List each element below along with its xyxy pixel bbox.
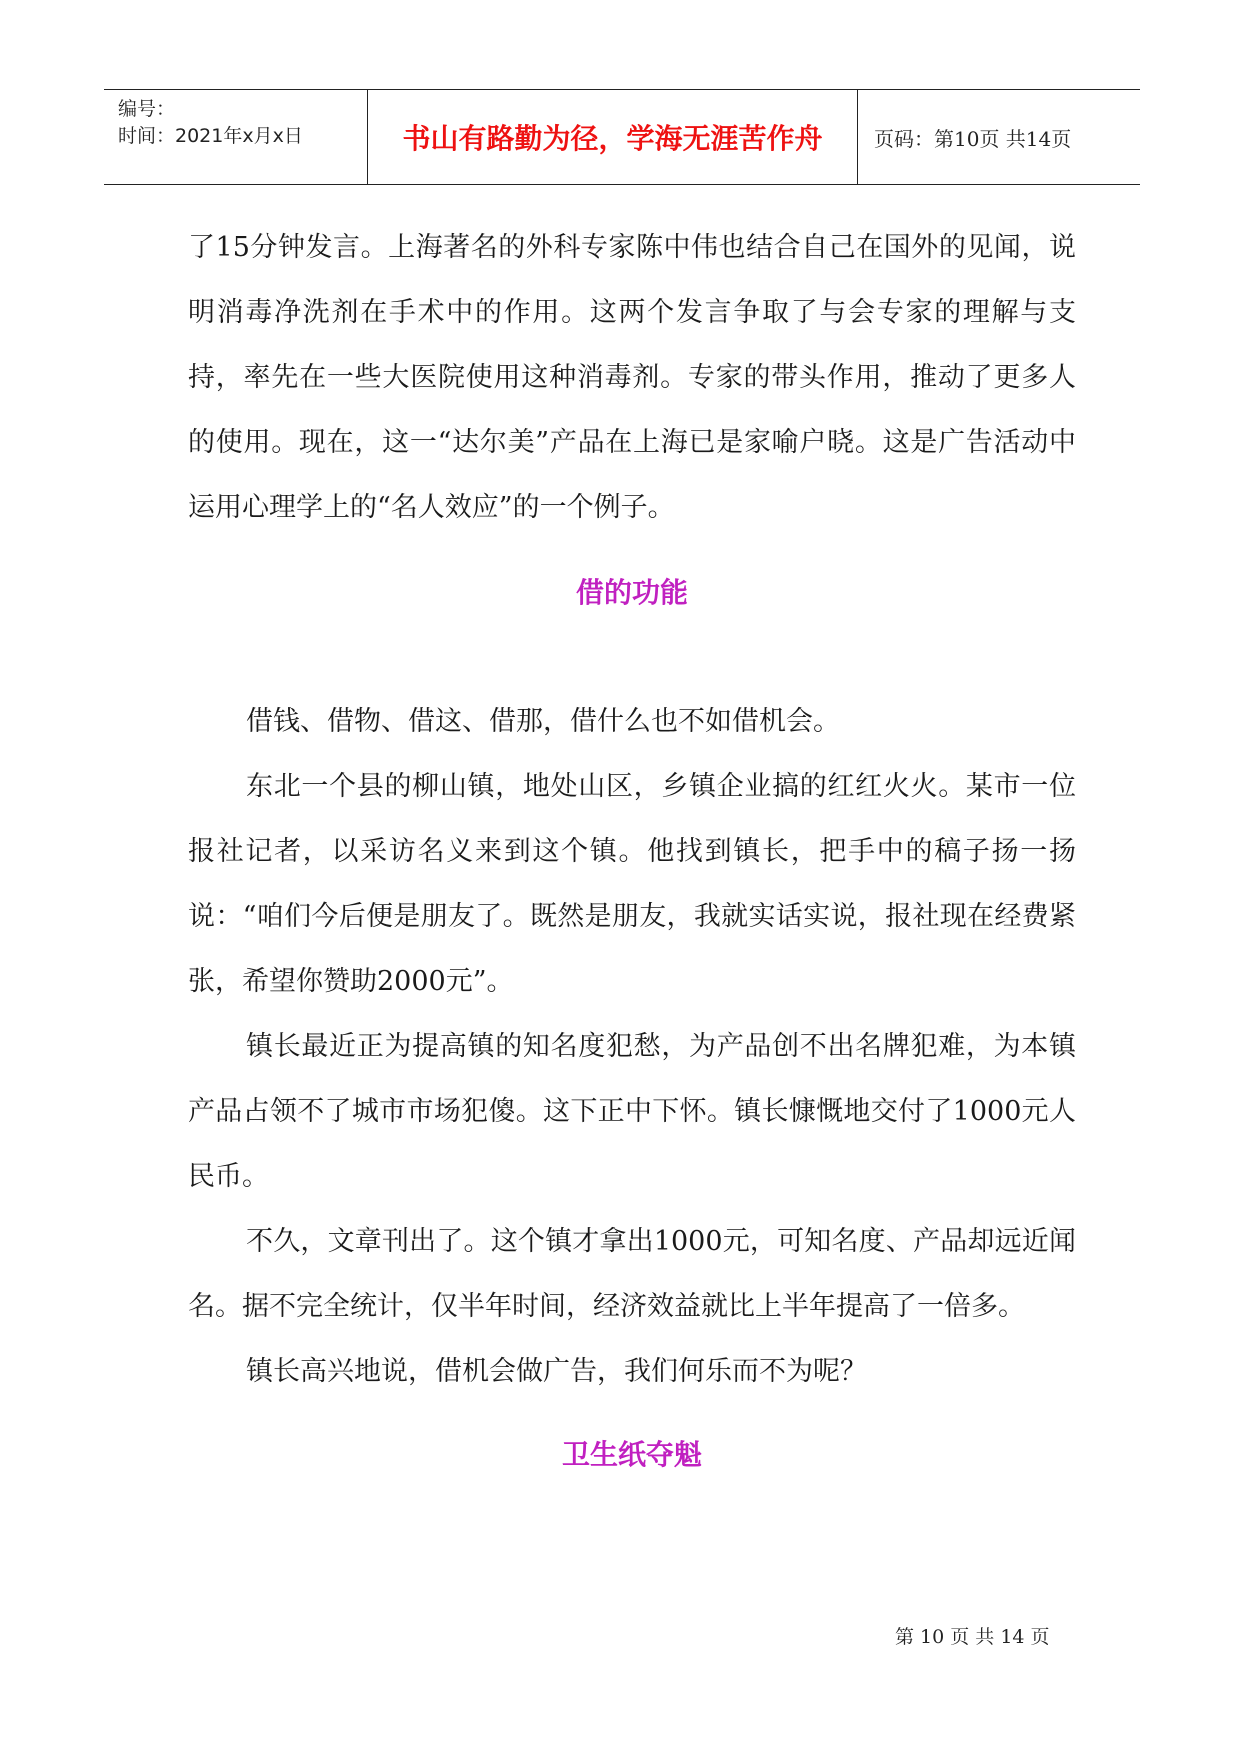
header-page-info: 页码：第10页 共14页: [874, 126, 1072, 151]
paragraph: 不久，文章刊出了。这个镇才拿出1000元，可知名度、产品却远近闻名。据不完全统计，仅半年时间，经济效益就比上半年提高了一倍多。: [188, 1226, 1076, 1322]
page-footer: 第 10 页 共 14 页: [895, 1626, 1050, 1648]
paragraph-continued: 了15分钟发言。上海著名的外科专家陈中伟也结合自己在国外的见闻，说明消毒净洗剂在手术中的作用。这两个发言争取了与会专家的理解与支持，率先在一些大医院使用这种消毒剂。专家的带头作用，推动了更多人的使用。现在，这一“达尔美”产品在上海已是家喻户晓。这是广告活动中运用心理学上的“名人效应”的一个例子。: [188, 232, 1076, 523]
page-header: [104, 89, 1140, 185]
section-heading-tissue: 卫生纸夺魁: [561, 1438, 702, 1471]
document-body: [188, 215, 1076, 1487]
header-motto: 书山有路勤为径，学海无涯苦作舟: [368, 90, 858, 184]
time-label: 时间：2021年x月x日: [118, 125, 303, 147]
paragraph: 镇长高兴地说，借机会做广告，我们何乐而不为呢？: [246, 1356, 867, 1387]
paragraph: 东北一个县的柳山镇，地处山区，乡镇企业搞的红红火火。某市一位报社记者，以采访名义来到这个镇。他找到镇长，把手中的稿子扬一扬说：“咱们今后便是朋友了。既然是朋友，我就实话实说，报社现在经费紧张，希望你赞助2000元”。: [188, 771, 1076, 997]
number-label: 编号：: [118, 98, 176, 120]
section-heading-borrow: 借的功能: [575, 576, 688, 609]
header-meta: [104, 90, 368, 184]
paragraph: 借钱、借物、借这、借那，借什么也不如借机会。: [246, 706, 840, 737]
paragraph: 镇长最近正为提高镇的知名度犯愁，为产品创不出名牌犯难，为本镇产品占领不了城市市场犯傻。这下正中下怀。镇长慷慨地交付了1000元人民币。: [188, 1031, 1076, 1192]
